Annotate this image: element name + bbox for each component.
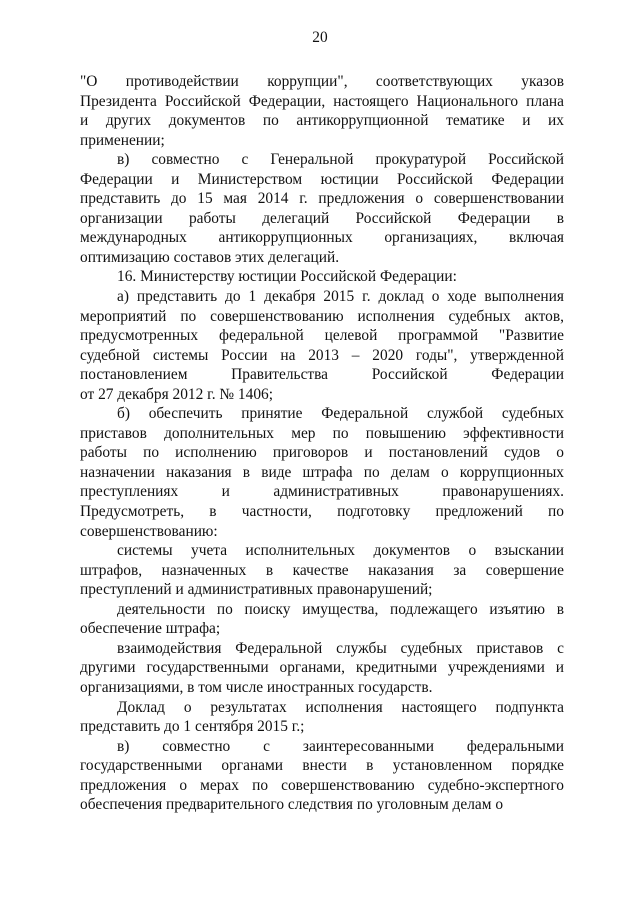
text-line: международных антикоррупционных организациях, включая xyxy=(80,229,564,247)
text-line: взаимодействия Федеральной службы судебных приставов с xyxy=(117,639,564,657)
text-line: судебной системы России на 2013 – 2020 годы", утвержденной xyxy=(80,346,564,364)
text-line: в) совместно с Генеральной прокуратурой Российской xyxy=(117,151,564,169)
text-line: предложения о мерах по совершенствованию судебно-экспертного xyxy=(80,776,564,794)
paragraph xyxy=(80,737,564,815)
text-line: оптимизацию составов этих делегаций. xyxy=(80,248,340,266)
text-line: а) представить до 1 декабря 2015 г. доклад о ходе выполнения xyxy=(117,288,564,306)
text-line: приставов дополнительных мер по повышению эффективности xyxy=(80,424,564,442)
text-line: работы по исполнению приговоров и постановлений судов о xyxy=(80,444,564,462)
text-line: и других документов по антикоррупционной тематике и их xyxy=(80,112,564,130)
paragraph xyxy=(80,404,564,541)
page-number: 20 xyxy=(312,29,328,46)
paragraph xyxy=(80,639,564,698)
text-line: Доклад о результатах исполнения настоящего подпункта xyxy=(117,698,564,716)
paragraph xyxy=(80,150,564,267)
text-line: Президента Российской Федерации, настоящего Национального плана xyxy=(80,92,564,110)
text-line: назначении наказания в виде штрафа по делам о коррупционных xyxy=(80,463,564,481)
text-line: деятельности по поиску имущества, подлежащего изъятию в xyxy=(117,600,564,618)
paragraph xyxy=(80,600,564,639)
text-line: государственными органами внести в установленном порядке xyxy=(80,757,564,775)
text-line: постановлением Правительства Российской Федерации xyxy=(80,366,564,384)
text-line: штрафов, назначенных в качестве наказания за совершение xyxy=(80,561,564,579)
paragraph xyxy=(80,267,564,287)
text-line: б) обеспечить принятие Федеральной службой судебных xyxy=(117,405,564,423)
text-line: представить до 15 мая 2014 г. предложения о совершенствовании xyxy=(80,190,564,208)
text-line: Федерации и Министерством юстиции Российской Федерации xyxy=(80,170,564,188)
text-line: обеспечения предварительного следствия по уголовным делам о xyxy=(80,796,504,814)
text-line: представить до 1 сентября 2015 г.; xyxy=(80,718,305,736)
text-line: организациями, в том числе иностранных государств. xyxy=(80,678,433,696)
text-line: преступлений и административных правонарушений; xyxy=(80,581,433,599)
paragraph xyxy=(80,698,564,737)
text-line: совершенствованию: xyxy=(80,522,218,540)
paragraph xyxy=(80,287,564,404)
text-line: преступлениях и административных правонарушениях. xyxy=(80,483,564,501)
paragraph xyxy=(80,541,564,600)
document-body xyxy=(80,72,564,815)
paragraph xyxy=(80,72,564,150)
text-line: предусмотренных федеральной целевой программой "Развитие xyxy=(80,327,564,345)
text-line: организации работы делегаций Российской Федерации в xyxy=(80,209,564,227)
text-line: другими государственными органами, кредитными учреждениями и xyxy=(80,659,564,677)
text-line: от 27 декабря 2012 г. № 1406; xyxy=(80,385,273,403)
text-line: Предусмотреть, в частности, подготовку предложений по xyxy=(80,503,564,521)
text-line: в) совместно с заинтересованными федеральными xyxy=(117,737,564,755)
text-line: применении; xyxy=(80,131,165,149)
text-line: 16. Министерству юстиции Российской Федерации: xyxy=(117,268,457,286)
text-line: системы учета исполнительных документов о взыскании xyxy=(117,542,564,560)
text-line: мероприятий по совершенствованию исполнения судебных актов, xyxy=(80,307,564,325)
text-line: "О противодействии коррупции", соответствующих указов xyxy=(80,73,564,90)
text-line: обеспечение штрафа; xyxy=(80,620,221,638)
